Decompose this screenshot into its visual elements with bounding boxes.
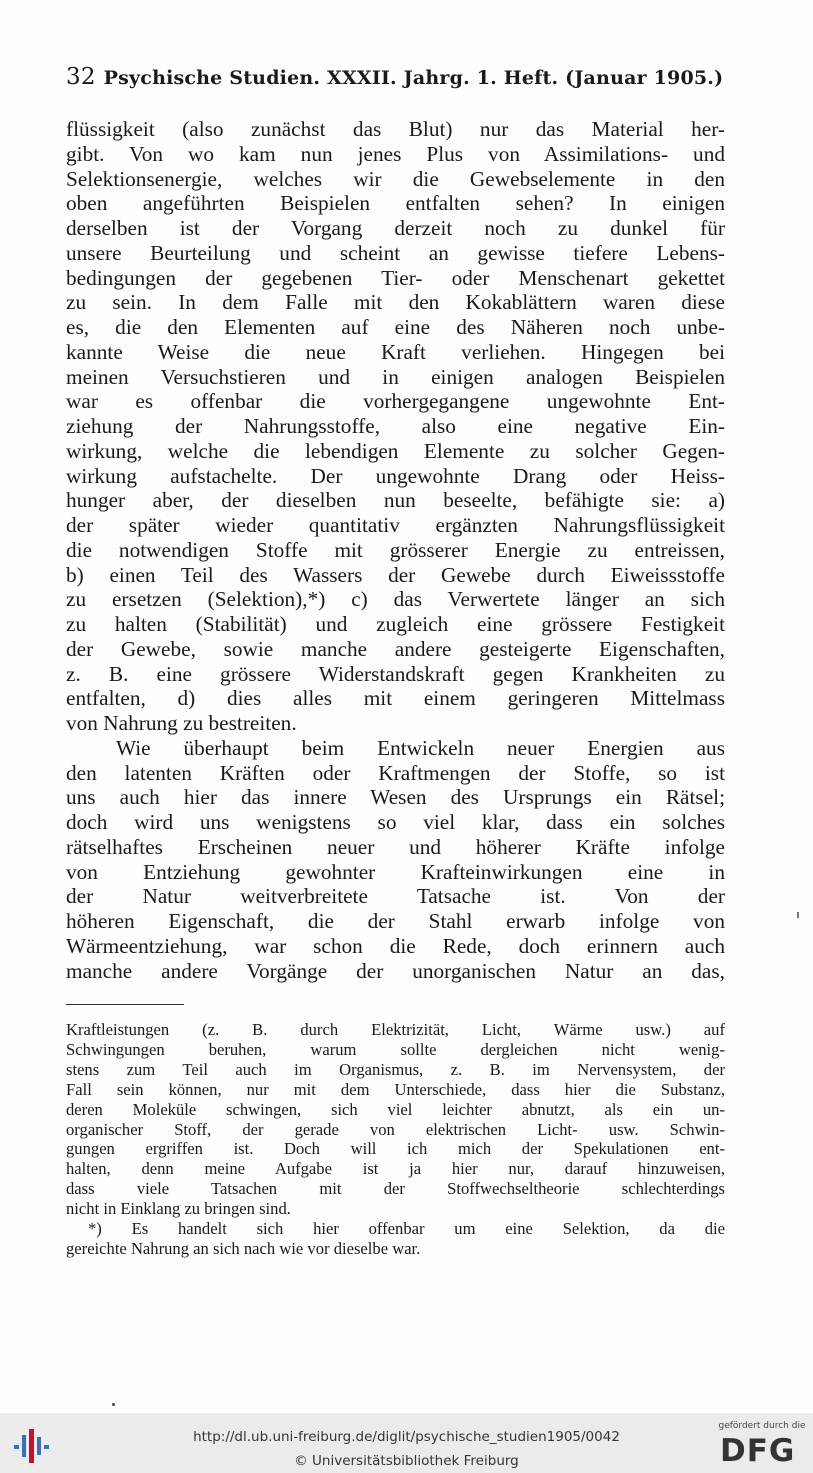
copyright-notice: © Universitätsbibliothek Freiburg xyxy=(294,1453,519,1469)
text-line: wirkung aufstachelte. Der ungewohnte Drang oder Heiss- xyxy=(66,463,725,488)
text-line: rätselhaftes Erscheinen neuer und höherer Kräfte infolge xyxy=(66,834,725,859)
text-line: der später wieder quantitativ ergänzten Nahrungsflüssigkeit xyxy=(66,513,725,537)
text-line: doch wird uns wenigstens so viel klar, dass ein solches xyxy=(66,810,725,834)
running-header xyxy=(66,64,730,90)
dfg-logo-icon xyxy=(718,1421,806,1469)
text-line: wirkung, welche die lebendigen Elemente zu solcher Gegen- xyxy=(66,438,725,463)
text-line: war es offenbar die vorhergegangene ungewohnte Ent- xyxy=(66,389,725,414)
text-line: ziehung der Nahrungsstoffe, also eine negative Ein- xyxy=(66,414,725,438)
footnote-line: Kraftleistungen (z. B. durch Elektrizität, Licht, Wärme usw.) auf xyxy=(66,1020,725,1039)
text-line: hunger aber, der dieselben nun beseelte, befähigte sie: a) xyxy=(66,488,725,513)
text-line: die notwendigen Stoffe mit grösserer Energie zu entreissen, xyxy=(66,537,725,562)
footnote-line: Fall sein können, nur mit dem Unterschiede, dass hier die Substanz, xyxy=(66,1079,725,1099)
footnote-line: deren Moleküle schwingen, sich viel leichter abnutzt, als ein un- xyxy=(66,1099,725,1119)
margin-mark xyxy=(797,912,799,918)
dfg-tagline: gefördert durch die xyxy=(718,1421,806,1431)
text-line: flüssigkeit (also zunächst das Blut) nur das Material her- xyxy=(66,117,725,141)
viewer-footer xyxy=(0,1413,813,1473)
text-line: der Natur weitverbreitete Tatsache ist. Von der xyxy=(66,884,725,909)
text-line: gibt. Von wo kam nun jenes Plus von Assimilations- und xyxy=(66,141,725,166)
text-line: manche andere Vorgänge der unorganischen Natur an das, xyxy=(66,958,725,983)
text-line: zu sein. In dem Falle mit den Kokablättern waren diese xyxy=(66,290,725,315)
text-line: meinen Versuchstieren und in einigen analogen Beispielen xyxy=(66,364,725,389)
footnote-line: organischer Stoff, der gerade von elektrischen Licht- usw. Schwin- xyxy=(66,1119,725,1139)
running-title: Psychische Studien. XXXII. Jahrg. 1. Heft. (Januar 1905.) xyxy=(103,67,724,89)
footnote-line: halten, denn meine Aufgabe ist ja hier nur, darauf hinzuweisen, xyxy=(66,1159,725,1179)
text-line: von Entziehung gewohnter Krafteinwirkungen eine in xyxy=(66,859,725,884)
text-line: es, die den Elementen auf eine des Näheren noch unbe- xyxy=(66,315,725,339)
footnote-line: nicht in Einklang zu bringen sind. xyxy=(66,1199,291,1219)
footnote-line: dass viele Tatsachen mit der Stoffwechseltheorie schlechterdings xyxy=(66,1179,725,1199)
text-line: den latenten Kräften oder Kraftmengen der Stoffe, so ist xyxy=(66,760,725,785)
text-line: der Gewebe, sowie manche andere gesteigerte Eigenschaften, xyxy=(66,636,725,661)
dfg-wordmark: DFG xyxy=(720,1433,796,1469)
text-line: zu halten (Stabilität) und zugleich eine grössere Festigkeit xyxy=(66,612,725,636)
footnote-line: gungen ergriffen ist. Doch will ich mich der Spekulationen ent- xyxy=(66,1139,725,1159)
page-number: 32 xyxy=(66,64,96,90)
text-line: uns auch hier das innere Wesen des Ursprungs ein Rätsel; xyxy=(66,785,725,810)
text-line: z. B. eine grössere Widerstandskraft gegen Krankheiten zu xyxy=(66,661,725,686)
text-line: bedingungen der gegebenen Tier- oder Menschenart gekettet xyxy=(66,265,725,290)
footnote-divider xyxy=(66,1004,184,1005)
text-line: zu ersetzen (Selektion),*) c) das Verwertete länger an sich xyxy=(66,587,725,612)
text-line: Selektionsenergie, welches wir die Gewebselemente in den xyxy=(66,166,725,191)
text-line: höheren Eigenschaft, die der Stahl erwarb infolge von xyxy=(66,909,725,933)
text-line: oben angeführten Beispielen entfalten sehen? In einigen xyxy=(66,191,725,216)
text-line: b) einen Teil des Wassers der Gewebe durch Eiweissstoffe xyxy=(66,562,725,587)
footnotes xyxy=(66,1020,725,1259)
footnote-line: *) Es handelt sich hier offenbar um eine Selektion, da die xyxy=(88,1219,725,1239)
document-url[interactable]: http://dl.ub.uni-freiburg.de/diglit/psychische_studien1905/0042 xyxy=(193,1429,620,1445)
body-text xyxy=(66,117,725,983)
footnote-line: gereichte Nahrung an sich nach wie vor dieselbe war. xyxy=(66,1238,421,1258)
text-line: von Nahrung zu bestreiten. xyxy=(66,711,297,735)
scan-speck xyxy=(112,1403,115,1406)
text-line: Wärmeentziehung, war schon die Rede, doch erinnern auch xyxy=(66,933,725,958)
text-line: derselben ist der Vorgang derzeit noch zu dunkel für xyxy=(66,216,725,240)
text-line: kannte Weise die neue Kraft verliehen. Hingegen bei xyxy=(66,339,725,364)
text-line: Wie überhaupt beim Entwickeln neuer Energien aus xyxy=(116,735,725,760)
footnote-line: stens zum Teil auch im Organismus, z. B. im Nervensystem, der xyxy=(66,1059,725,1079)
text-line: unsere Beurteilung und scheint an gewisse tiefere Lebens- xyxy=(66,240,725,265)
text-line: entfalten, d) dies alles mit einem geringeren Mittelmass xyxy=(66,686,725,711)
footnote-line: Schwingungen beruhen, warum sollte dergleichen nicht wenig- xyxy=(66,1039,725,1059)
